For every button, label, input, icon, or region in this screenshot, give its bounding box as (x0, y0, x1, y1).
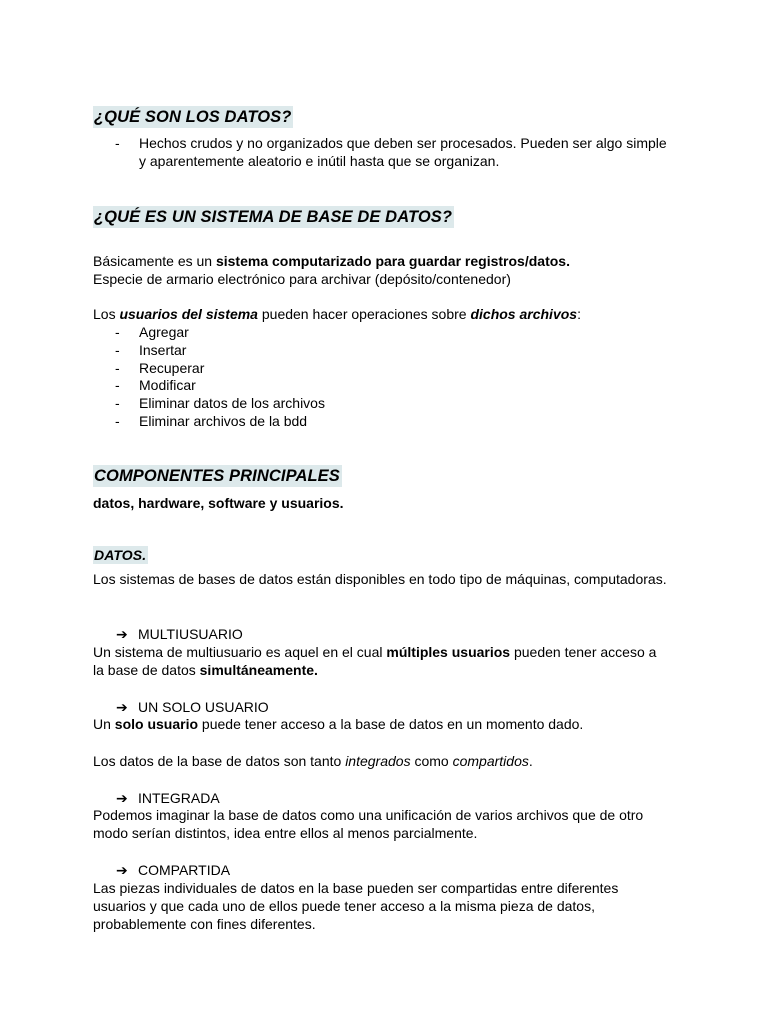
list-item: - Hechos crudos y no organizados que deben ser procesados. Pueden ser algo simple (115, 135, 667, 151)
paragraph: Un sistema de multiusuario es aquel en el cual múltiples usuarios pueden tener acceso a (93, 644, 657, 660)
components-line: datos, hardware, software y usuarios. (93, 495, 344, 511)
paragraph: Los usuarios del sistema pueden hacer operaciones sobre dichos archivos: (93, 306, 581, 322)
arrow-item-multiusuario: ➔ MULTIUSUARIO (116, 626, 243, 642)
paragraph: Los datos de la base de datos son tanto integrados como compartidos. (93, 753, 533, 769)
heading-sistema-base-de-datos: ¿QUÉ ES UN SISTEMA DE BASE DE DATOS? (94, 208, 453, 226)
list-item: - Insertar (115, 341, 187, 358)
paragraph: Especie de armario electrónico para archivar (depósito/contenedor) (93, 271, 511, 287)
arrow-icon: ➔ (116, 862, 128, 878)
paragraph: la base de datos simultáneamente. (93, 662, 318, 678)
paragraph: probablemente con fines diferentes. (93, 916, 316, 932)
arrow-icon: ➔ (116, 699, 128, 715)
paragraph: Los sistemas de bases de datos están disponibles en todo tipo de máquinas, computadoras. (93, 571, 667, 587)
list-item: - Agregar (115, 324, 189, 340)
list-item: - Modificar (115, 377, 196, 394)
paragraph: modo serían distintos, idea entre ellos al menos parcialmente. (93, 825, 478, 841)
list-item: - Eliminar datos de los archivos (115, 395, 325, 412)
list-item: - Eliminar archivos de la bdd (115, 413, 308, 429)
heading-que-son-los-datos: ¿QUÉ SON LOS DATOS? (94, 108, 292, 126)
paragraph: Podemos imaginar la base de datos como una unificación de varios archivos que de otro (93, 807, 644, 823)
arrow-item-un-solo-usuario: ➔ UN SOLO USUARIO (116, 699, 269, 715)
paragraph: Las piezas individuales de datos en la base pueden ser compartidas entre diferentes (93, 880, 619, 896)
arrow-item-integrada: ➔ INTEGRADA (116, 790, 220, 806)
list-item-continuation: y aparentemente aleatorio e inútil hasta que se organizan. (139, 153, 500, 169)
paragraph: Básicamente es un sistema computarizado para guardar registros/datos. (93, 253, 570, 269)
list-item: - Recuperar (115, 359, 205, 376)
arrow-icon: ➔ (116, 790, 128, 806)
paragraph: usuarios y que cada uno de ellos puede tener acceso a la misma pieza de datos, (93, 898, 595, 914)
arrow-icon: ➔ (116, 626, 128, 642)
heading-datos: DATOS. (94, 547, 147, 563)
arrow-item-compartida: ➔ COMPARTIDA (116, 862, 231, 878)
paragraph: Un solo usuario puede tener acceso a la base de datos en un momento dado. (93, 716, 584, 732)
heading-componentes-principales: COMPONENTES PRINCIPALES (94, 467, 340, 485)
